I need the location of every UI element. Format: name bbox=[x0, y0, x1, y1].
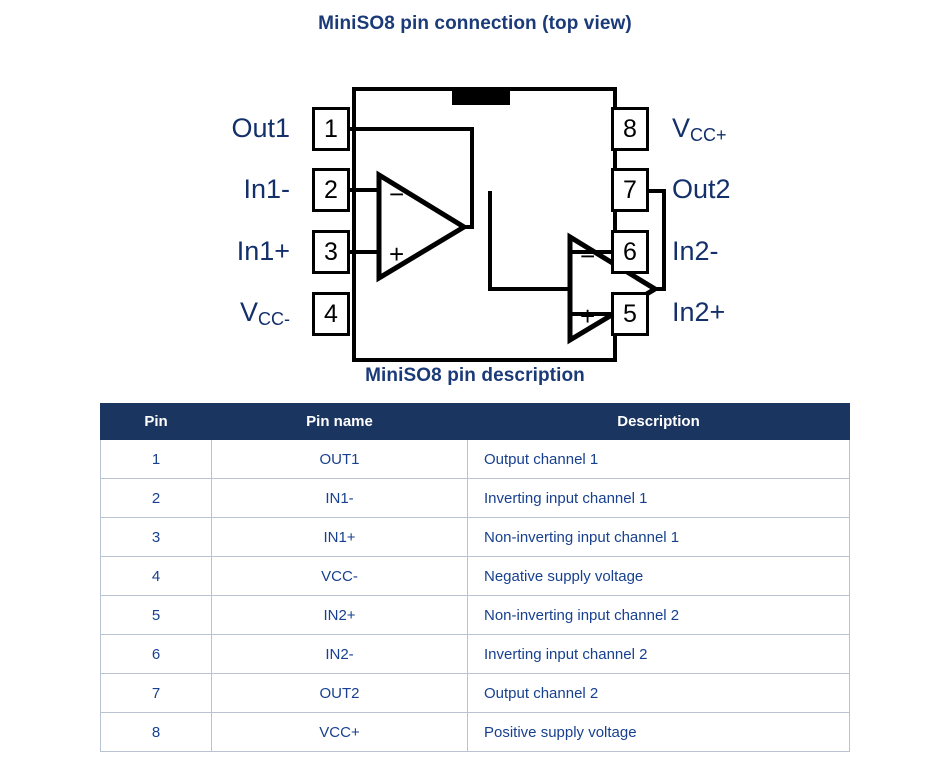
column-header-pin: Pin bbox=[101, 404, 212, 440]
cell-pin: 1 bbox=[101, 440, 212, 479]
pin-label-vcc-plus-text: V bbox=[672, 113, 691, 143]
cell-pin: 7 bbox=[101, 674, 212, 713]
cell-pin: 5 bbox=[101, 596, 212, 635]
pin-label-in1-plus bbox=[237, 238, 290, 265]
cell-pin: 8 bbox=[101, 713, 212, 752]
pin-label-in2-plus bbox=[672, 299, 725, 326]
table-row bbox=[101, 479, 850, 518]
internal-schematic bbox=[0, 35, 950, 365]
pin-label-in1-minus bbox=[243, 176, 290, 203]
cell-pin: 4 bbox=[101, 557, 212, 596]
table-header-row bbox=[101, 404, 850, 440]
cell-pin-name: VCC- bbox=[212, 557, 468, 596]
column-header-pin-name: Pin name bbox=[212, 404, 468, 440]
table-body bbox=[101, 440, 850, 752]
table-row bbox=[101, 440, 850, 479]
cell-pin-name: OUT1 bbox=[212, 440, 468, 479]
cell-description: Inverting input channel 1 bbox=[468, 479, 850, 518]
cell-pin-name: IN1- bbox=[212, 479, 468, 518]
pin-box-6: 6 bbox=[611, 230, 649, 274]
pin-label-vcc-plus bbox=[672, 113, 727, 145]
svg-text:−: − bbox=[389, 179, 405, 209]
cell-pin-name: IN2- bbox=[212, 635, 468, 674]
pin-connection-diagram bbox=[0, 35, 950, 365]
pin-label-vcc-minus-text: V bbox=[239, 297, 258, 327]
pin-label-out1-text: Out1 bbox=[231, 113, 290, 143]
table-row bbox=[101, 557, 850, 596]
pin-box-7: 7 bbox=[611, 168, 649, 212]
pin-label-in2-minus bbox=[672, 238, 719, 265]
cell-pin-name: IN1+ bbox=[212, 518, 468, 557]
pin-description-table-wrap bbox=[100, 403, 850, 752]
cell-description: Non-inverting input channel 1 bbox=[468, 518, 850, 557]
cell-description: Output channel 2 bbox=[468, 674, 850, 713]
cell-pin-name: VCC+ bbox=[212, 713, 468, 752]
cell-description: Output channel 1 bbox=[468, 440, 850, 479]
cell-description: Positive supply voltage bbox=[468, 713, 850, 752]
pin-label-in1-plus-text: In1+ bbox=[236, 236, 290, 266]
cell-pin: 2 bbox=[101, 479, 212, 518]
svg-text:+: + bbox=[389, 239, 405, 269]
table-header bbox=[101, 404, 850, 440]
cell-description: Negative supply voltage bbox=[468, 557, 850, 596]
svg-text:−: − bbox=[580, 241, 596, 271]
cell-description: Non-inverting input channel 2 bbox=[468, 596, 850, 635]
pin-label-out2-text: Out2 bbox=[672, 174, 731, 204]
table-row bbox=[101, 596, 850, 635]
table-row bbox=[101, 518, 850, 557]
pin-label-in1-minus-text: In1- bbox=[243, 174, 290, 204]
cell-pin: 3 bbox=[101, 518, 212, 557]
pin-label-vcc-minus-sub: CC- bbox=[258, 309, 290, 329]
pin-box-2: 2 bbox=[312, 168, 350, 212]
column-header-description: Description bbox=[468, 404, 850, 440]
pin-label-in2-minus-text: In2- bbox=[672, 236, 719, 266]
cell-pin: 6 bbox=[101, 635, 212, 674]
pin-box-5: 5 bbox=[611, 292, 649, 336]
pin-box-1: 1 bbox=[312, 107, 350, 151]
cell-pin-name: IN2+ bbox=[212, 596, 468, 635]
svg-text:+: + bbox=[580, 301, 596, 331]
table-row bbox=[101, 635, 850, 674]
pin-label-in2-plus-text: In2+ bbox=[672, 297, 726, 327]
table-row bbox=[101, 713, 850, 752]
pin-label-vcc-minus bbox=[239, 297, 290, 329]
pin-description-table bbox=[100, 403, 850, 752]
pin-label-out1 bbox=[231, 115, 290, 142]
cell-description: Inverting input channel 2 bbox=[468, 635, 850, 674]
cell-pin-name: OUT2 bbox=[212, 674, 468, 713]
pin-label-vcc-plus-sub: CC+ bbox=[690, 125, 727, 145]
pin-box-4: 4 bbox=[312, 292, 350, 336]
diagram-title: MiniSO8 pin connection (top view) bbox=[318, 13, 632, 34]
pin-box-3: 3 bbox=[312, 230, 350, 274]
pin-label-out2 bbox=[672, 176, 731, 203]
pin-box-8: 8 bbox=[611, 107, 649, 151]
table-title: MiniSO8 pin description bbox=[365, 365, 585, 386]
table-row bbox=[101, 674, 850, 713]
